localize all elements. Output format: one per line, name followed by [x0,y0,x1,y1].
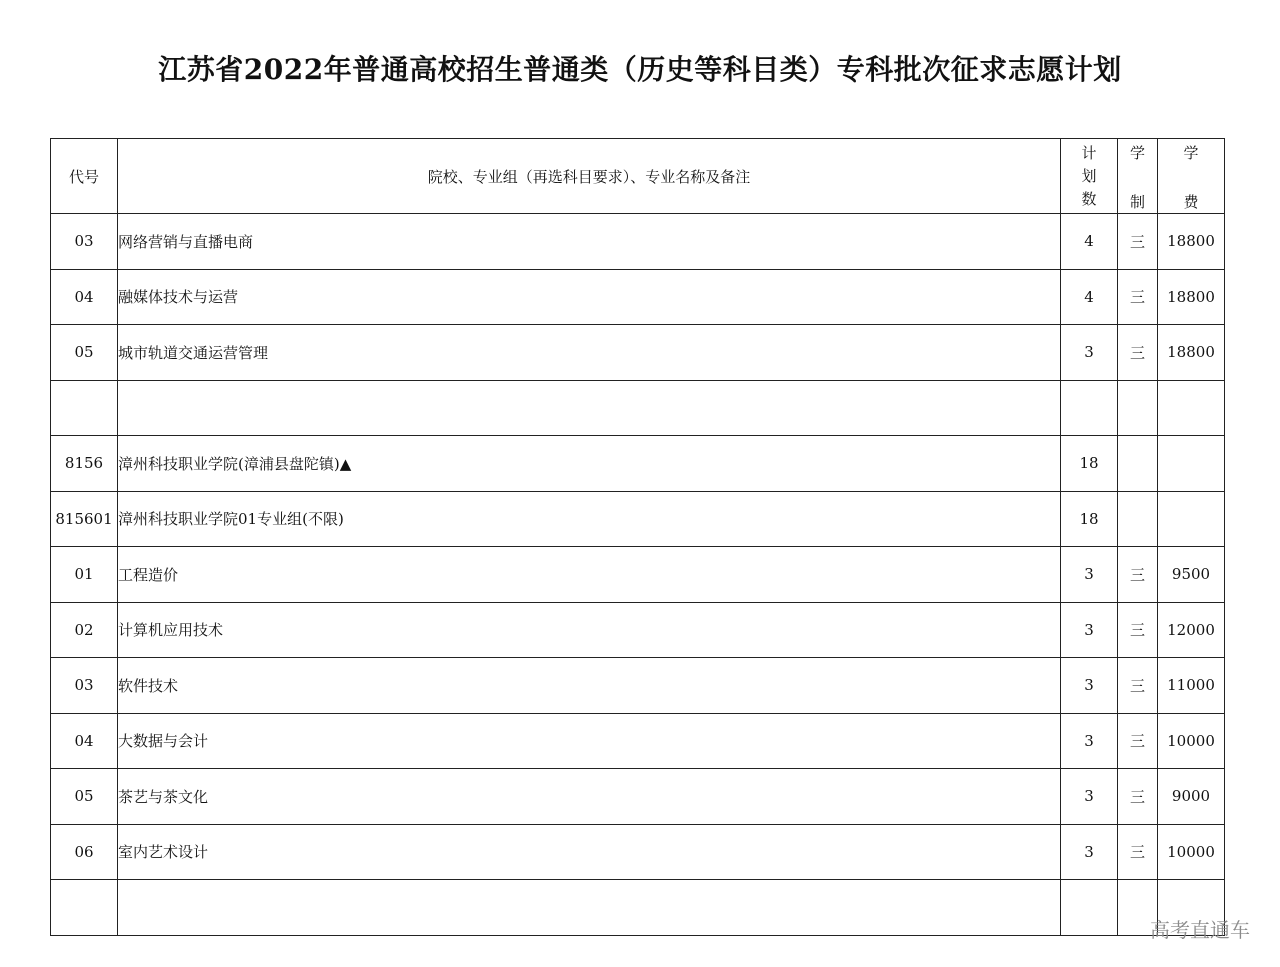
cell-fee: 9500 [1158,547,1225,603]
cell-length [1118,380,1158,436]
cell-fee: 11000 [1158,658,1225,714]
table-row [51,214,1225,270]
cell-length: 三 [1118,658,1158,714]
cell-code: 04 [51,269,118,325]
header-plan [1061,139,1118,214]
cell-code: 02 [51,602,118,658]
cell-name: 室内艺术设计 [118,824,1061,880]
cell-fee: 18800 [1158,214,1225,270]
table-row [51,769,1225,825]
cell-plan: 3 [1061,769,1118,825]
cell-code [51,880,118,936]
cell-code: 03 [51,214,118,270]
header-length [1118,139,1158,214]
cell-code: 05 [51,769,118,825]
cell-code: 03 [51,658,118,714]
cell-code: 06 [51,824,118,880]
table-row [51,380,1225,436]
table-row [51,602,1225,658]
cell-name: 漳州科技职业学院(漳浦县盘陀镇)▲ [118,436,1061,492]
header-fee [1158,139,1225,214]
cell-length: 三 [1118,547,1158,603]
cell-code: 8156 [51,436,118,492]
cell-fee: 10000 [1158,713,1225,769]
table-row [51,547,1225,603]
cell-name: 城市轨道交通运营管理 [118,325,1061,381]
cell-length: 三 [1118,824,1158,880]
cell-length: 三 [1118,269,1158,325]
header-plan-char-2: 划 [1081,166,1097,185]
header-length-char-1: 学 [1129,144,1145,162]
cell-length: 三 [1118,602,1158,658]
cell-plan: 3 [1061,824,1118,880]
table-row [51,713,1225,769]
cell-name: 计算机应用技术 [118,602,1061,658]
cell-code: 04 [51,713,118,769]
cell-fee: 18800 [1158,325,1225,381]
table-row [51,491,1225,547]
cell-name: 软件技术 [118,658,1061,714]
table-row [51,824,1225,880]
cell-plan: 3 [1061,547,1118,603]
watermark: 高考直通车 [1150,918,1250,942]
cell-fee: 9000 [1158,769,1225,825]
header-fee-char-2: 费 [1183,193,1199,211]
cell-length: 三 [1118,214,1158,270]
cell-fee: 12000 [1158,602,1225,658]
table-row [51,880,1225,936]
cell-length: 三 [1118,713,1158,769]
table-row [51,436,1225,492]
table-body [51,214,1225,936]
table-header-row [51,139,1225,214]
cell-plan: 3 [1061,602,1118,658]
cell-fee [1158,436,1225,492]
cell-length [1118,491,1158,547]
cell-length: 三 [1118,325,1158,381]
cell-plan: 4 [1061,214,1118,270]
cell-plan: 4 [1061,269,1118,325]
cell-plan: 3 [1061,325,1118,381]
cell-name: 融媒体技术与运营 [118,269,1061,325]
cell-plan: 3 [1061,658,1118,714]
table-row [51,269,1225,325]
header-length-char-2: 制 [1129,193,1145,211]
cell-plan: 18 [1061,436,1118,492]
cell-code [51,380,118,436]
cell-code: 01 [51,547,118,603]
table-row [51,658,1225,714]
cell-plan [1061,880,1118,936]
header-fee-char-1: 学 [1183,144,1199,162]
cell-fee: 18800 [1158,269,1225,325]
cell-code: 815601 [51,491,118,547]
cell-length: 三 [1118,769,1158,825]
cell-name [118,380,1061,436]
header-plan-char-1: 计 [1081,143,1097,162]
cell-name: 网络营销与直播电商 [118,214,1061,270]
cell-name: 大数据与会计 [118,713,1061,769]
cell-name: 漳州科技职业学院01专业组(不限) [118,491,1061,547]
cell-plan [1061,380,1118,436]
header-name: 院校、专业组（再选科目要求）、专业名称及备注 [118,139,1061,214]
header-plan-char-3: 数 [1081,189,1097,208]
cell-fee [1158,491,1225,547]
cell-plan: 18 [1061,491,1118,547]
cell-length [1118,436,1158,492]
cell-fee [1158,380,1225,436]
cell-name: 茶艺与茶文化 [118,769,1061,825]
enrollment-plan-table [50,138,1225,936]
cell-plan: 3 [1061,713,1118,769]
cell-code: 05 [51,325,118,381]
cell-name: 工程造价 [118,547,1061,603]
header-code: 代号 [51,139,118,214]
table-row [51,325,1225,381]
cell-fee: 10000 [1158,824,1225,880]
cell-name [118,880,1061,936]
page-title: 江苏省2022年普通高校招生普通类（历史等科目类）专科批次征求志愿计划 [158,53,1122,86]
